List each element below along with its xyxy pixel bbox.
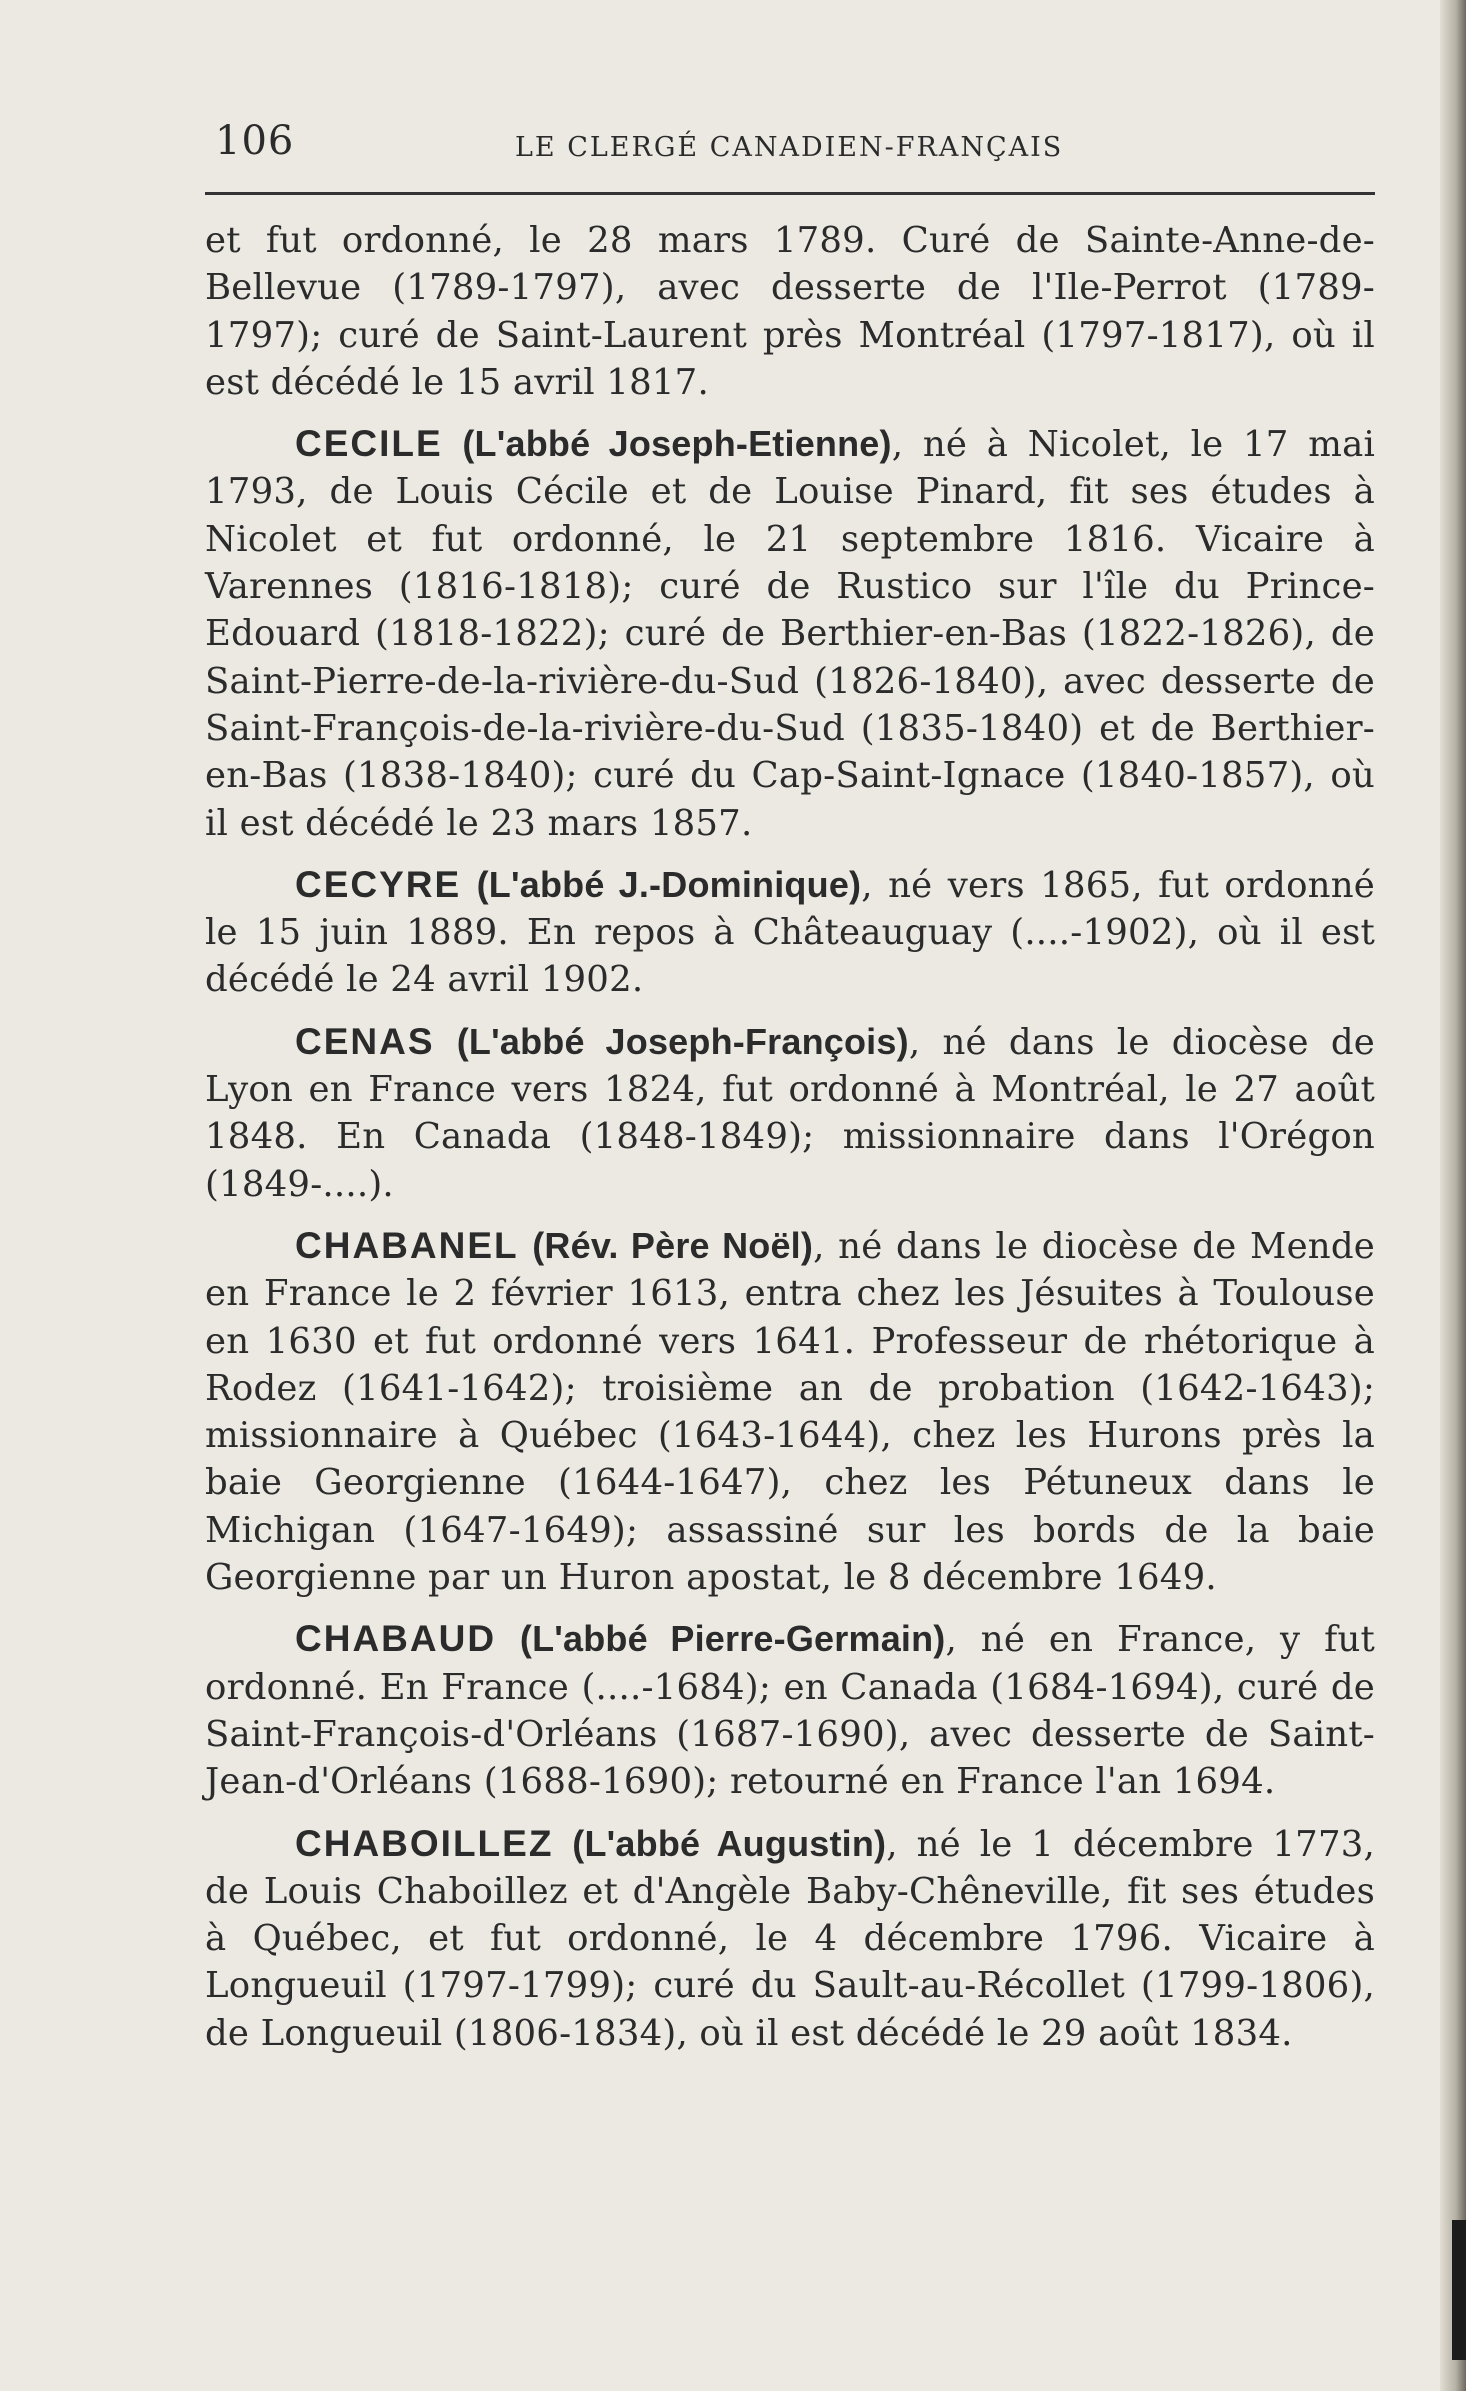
entry-name: CECILE [295, 423, 443, 465]
running-head [205, 118, 1375, 178]
entry-title: (L'abbé Joseph-Etienne) [462, 423, 892, 465]
page-edge-shadow [1440, 0, 1466, 2391]
entry-text: , né à Nicolet, le 17 mai 1793, de Louis Cécile et de Louise Pinard, fit ses études à Nicolet et fut ordonné, le 21 septembre 1816. Vicaire à Varennes (1816-1818); curé de Rustico sur l'île du Prince-Edouard (1818-1822); curé de Berthier-en-Bas (1822-1826), de Saint-Pierre-de-la-rivière-du-Sud (1826-1840), avec desserte de Saint-François-de-la-rivière-du-Sud (1835-1840) et de Berthier-en-Bas (1838-1840); curé du Cap-Saint-Ignace (1840-1857), où il est décédé le 23 mars 1857. [205, 424, 1376, 844]
page [205, 118, 1375, 2057]
entry-title: (L'abbé Joseph-François) [456, 1020, 909, 1062]
entry-name: CHABANEL [295, 1224, 519, 1266]
entry-cecyre [205, 861, 1375, 1004]
entry-title: (L'abbé J.-Dominique) [476, 863, 862, 905]
entry-cecile [205, 420, 1375, 847]
entry-title: (Rév. Père Noël) [532, 1224, 814, 1266]
entry-continuation [205, 217, 1375, 406]
entry-chabanel [205, 1222, 1375, 1601]
entry-name: CENAS [295, 1020, 435, 1062]
entry-chabaud [205, 1615, 1375, 1805]
entry-chaboillez [205, 1820, 1375, 2057]
entry-name: CECYRE [295, 863, 462, 905]
entry-text: , né dans le diocèse de Mende en France le 2 février 1613, entra chez les Jésuites à Toulouse en 1630 et fut ordonné vers 1641. Professeur de rhétorique à Rodez (1641-1642); troisième an de probation (1642-1643); missionnaire à Québec (1643-1644), chez les Hurons près la baie Georgienne (1644-1647), chez les Pétuneux dans le Michigan (1647-1649); assassiné sur les bords de la baie Georgienne par un Huron apostat, le 8 décembre 1649. [205, 1225, 1375, 1599]
entry-text: , né dans le diocèse de Lyon en France vers 1824, fut ordonné à Montréal, le 27 août 1848. En Canada (1848-1849); missionnaire dans l'Orégon (1849-....). [205, 1021, 1375, 1205]
entry-name: CHABAUD [295, 1618, 497, 1660]
entry-text: , né en France, y fut ordonné. En France (....-1684); en Canada (1684-1694), curé de Saint-François-d'Orléans (1687-1690), avec desserte de Saint-Jean-d'Orléans (1688-1690); retourné en France l'an 1694. [205, 1619, 1375, 1803]
page-edge-mark [1452, 2220, 1466, 2360]
entry-cenas [205, 1018, 1375, 1208]
entry-title: (L'abbé Pierre-Germain) [519, 1618, 946, 1660]
entry-text: , né le 1 décembre 1773, de Louis Chaboillez et d'Angèle Baby-Chêneville, fit ses études à Québec, et fut ordonné, le 4 décembre 1796. Vicaire à Longueuil (1797-1799); curé du Sault-au-Récollet (1799-1806), de Longueuil (1806-1834), où il est décédé le 29 août 1834. [205, 1823, 1375, 2054]
running-title: LE CLERGÉ CANADIEN-FRANÇAIS [515, 132, 1064, 163]
page-number: 106 [215, 118, 295, 164]
header-rule [205, 192, 1375, 195]
entry-text: , né vers 1865, fut ordonné le 15 juin 1889. En repos à Châteauguay (....-1902), où il est décédé le 24 avril 1902. [205, 864, 1375, 1001]
entry-text: et fut ordonné, le 28 mars 1789. Curé de Sainte-Anne-de-Bellevue (1789-1797), avec desserte de l'Ile-Perrot (1789-1797); curé de Saint-Laurent près Montréal (1797-1817), où il est décédé le 15 avril 1817. [205, 220, 1375, 403]
entry-title: (L'abbé Augustin) [572, 1822, 887, 1864]
entry-name: CHABOILLEZ [295, 1822, 554, 1864]
